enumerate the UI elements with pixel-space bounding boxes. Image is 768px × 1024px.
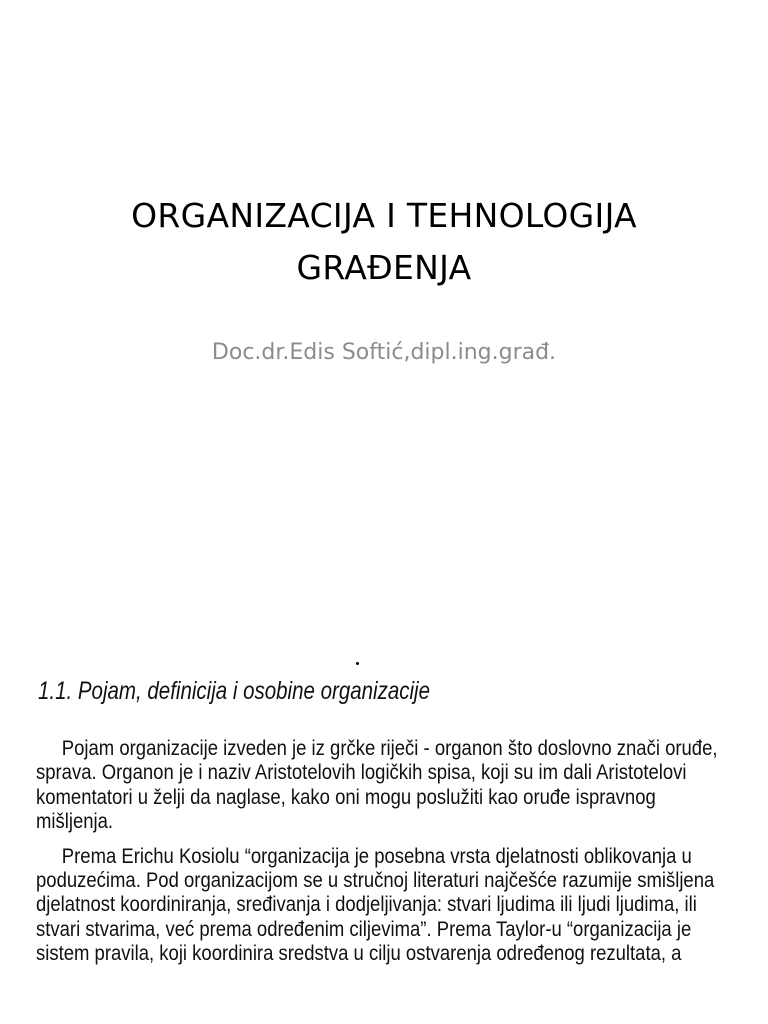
paragraph-2-line-1: Prema Erichu Kosiolu “organizacija je posebna vrsta djelatnosti oblikovanja u [61, 843, 692, 868]
paragraph-2-line-4: stvari stvarima, već prema određenim ciljevima”. Prema Taylor-u “organizacija je [36, 916, 692, 941]
scan-speck [356, 662, 359, 665]
paragraph-2-line-3: djelatnost koordiniranja, sređivanja i dodjeljivanja: stvari ljudima ili ljudi ljudima, ili [36, 892, 697, 917]
slide-subtitle: Doc.dr.Edis Softić,dipl.ing.građ. [211, 340, 557, 365]
paragraph-1-line-3: komentatori u želji da naglase, kako oni mogu poslužiti kao oruđe ispravnog [36, 784, 656, 809]
slide-title-line-2: GRAĐENJA [296, 248, 472, 287]
slide-title [0, 190, 768, 294]
paragraph-1-line-2: sprava. Organon je i naziv Aristotelovih logičkih spisa, koji su im dali Aristotelovi [36, 760, 687, 785]
paragraph-2-line-5: sistem pravila, koji koordinira sredstva u cilju ostvarenja određenog rezultata, a [36, 941, 682, 966]
scanned-text-page [0, 576, 768, 1024]
paragraph-2-line-2: poduzećima. Pod organizacijom se u stručnoj literaturi najčešće razumije smišljena [36, 867, 715, 892]
body-text [36, 736, 758, 966]
slide-title-line-1: ORGANIZACIJA I TEHNOLOGIJA [131, 196, 637, 235]
paragraph-1-line-4: mišljenja. [36, 809, 114, 834]
paragraph-1-line-1: Pojam organizacije izveden je iz grčke riječi - organon što doslovno znači oruđe, [61, 736, 718, 760]
section-heading: 1.1. Pojam, definicija i osobine organizacije [38, 677, 431, 705]
